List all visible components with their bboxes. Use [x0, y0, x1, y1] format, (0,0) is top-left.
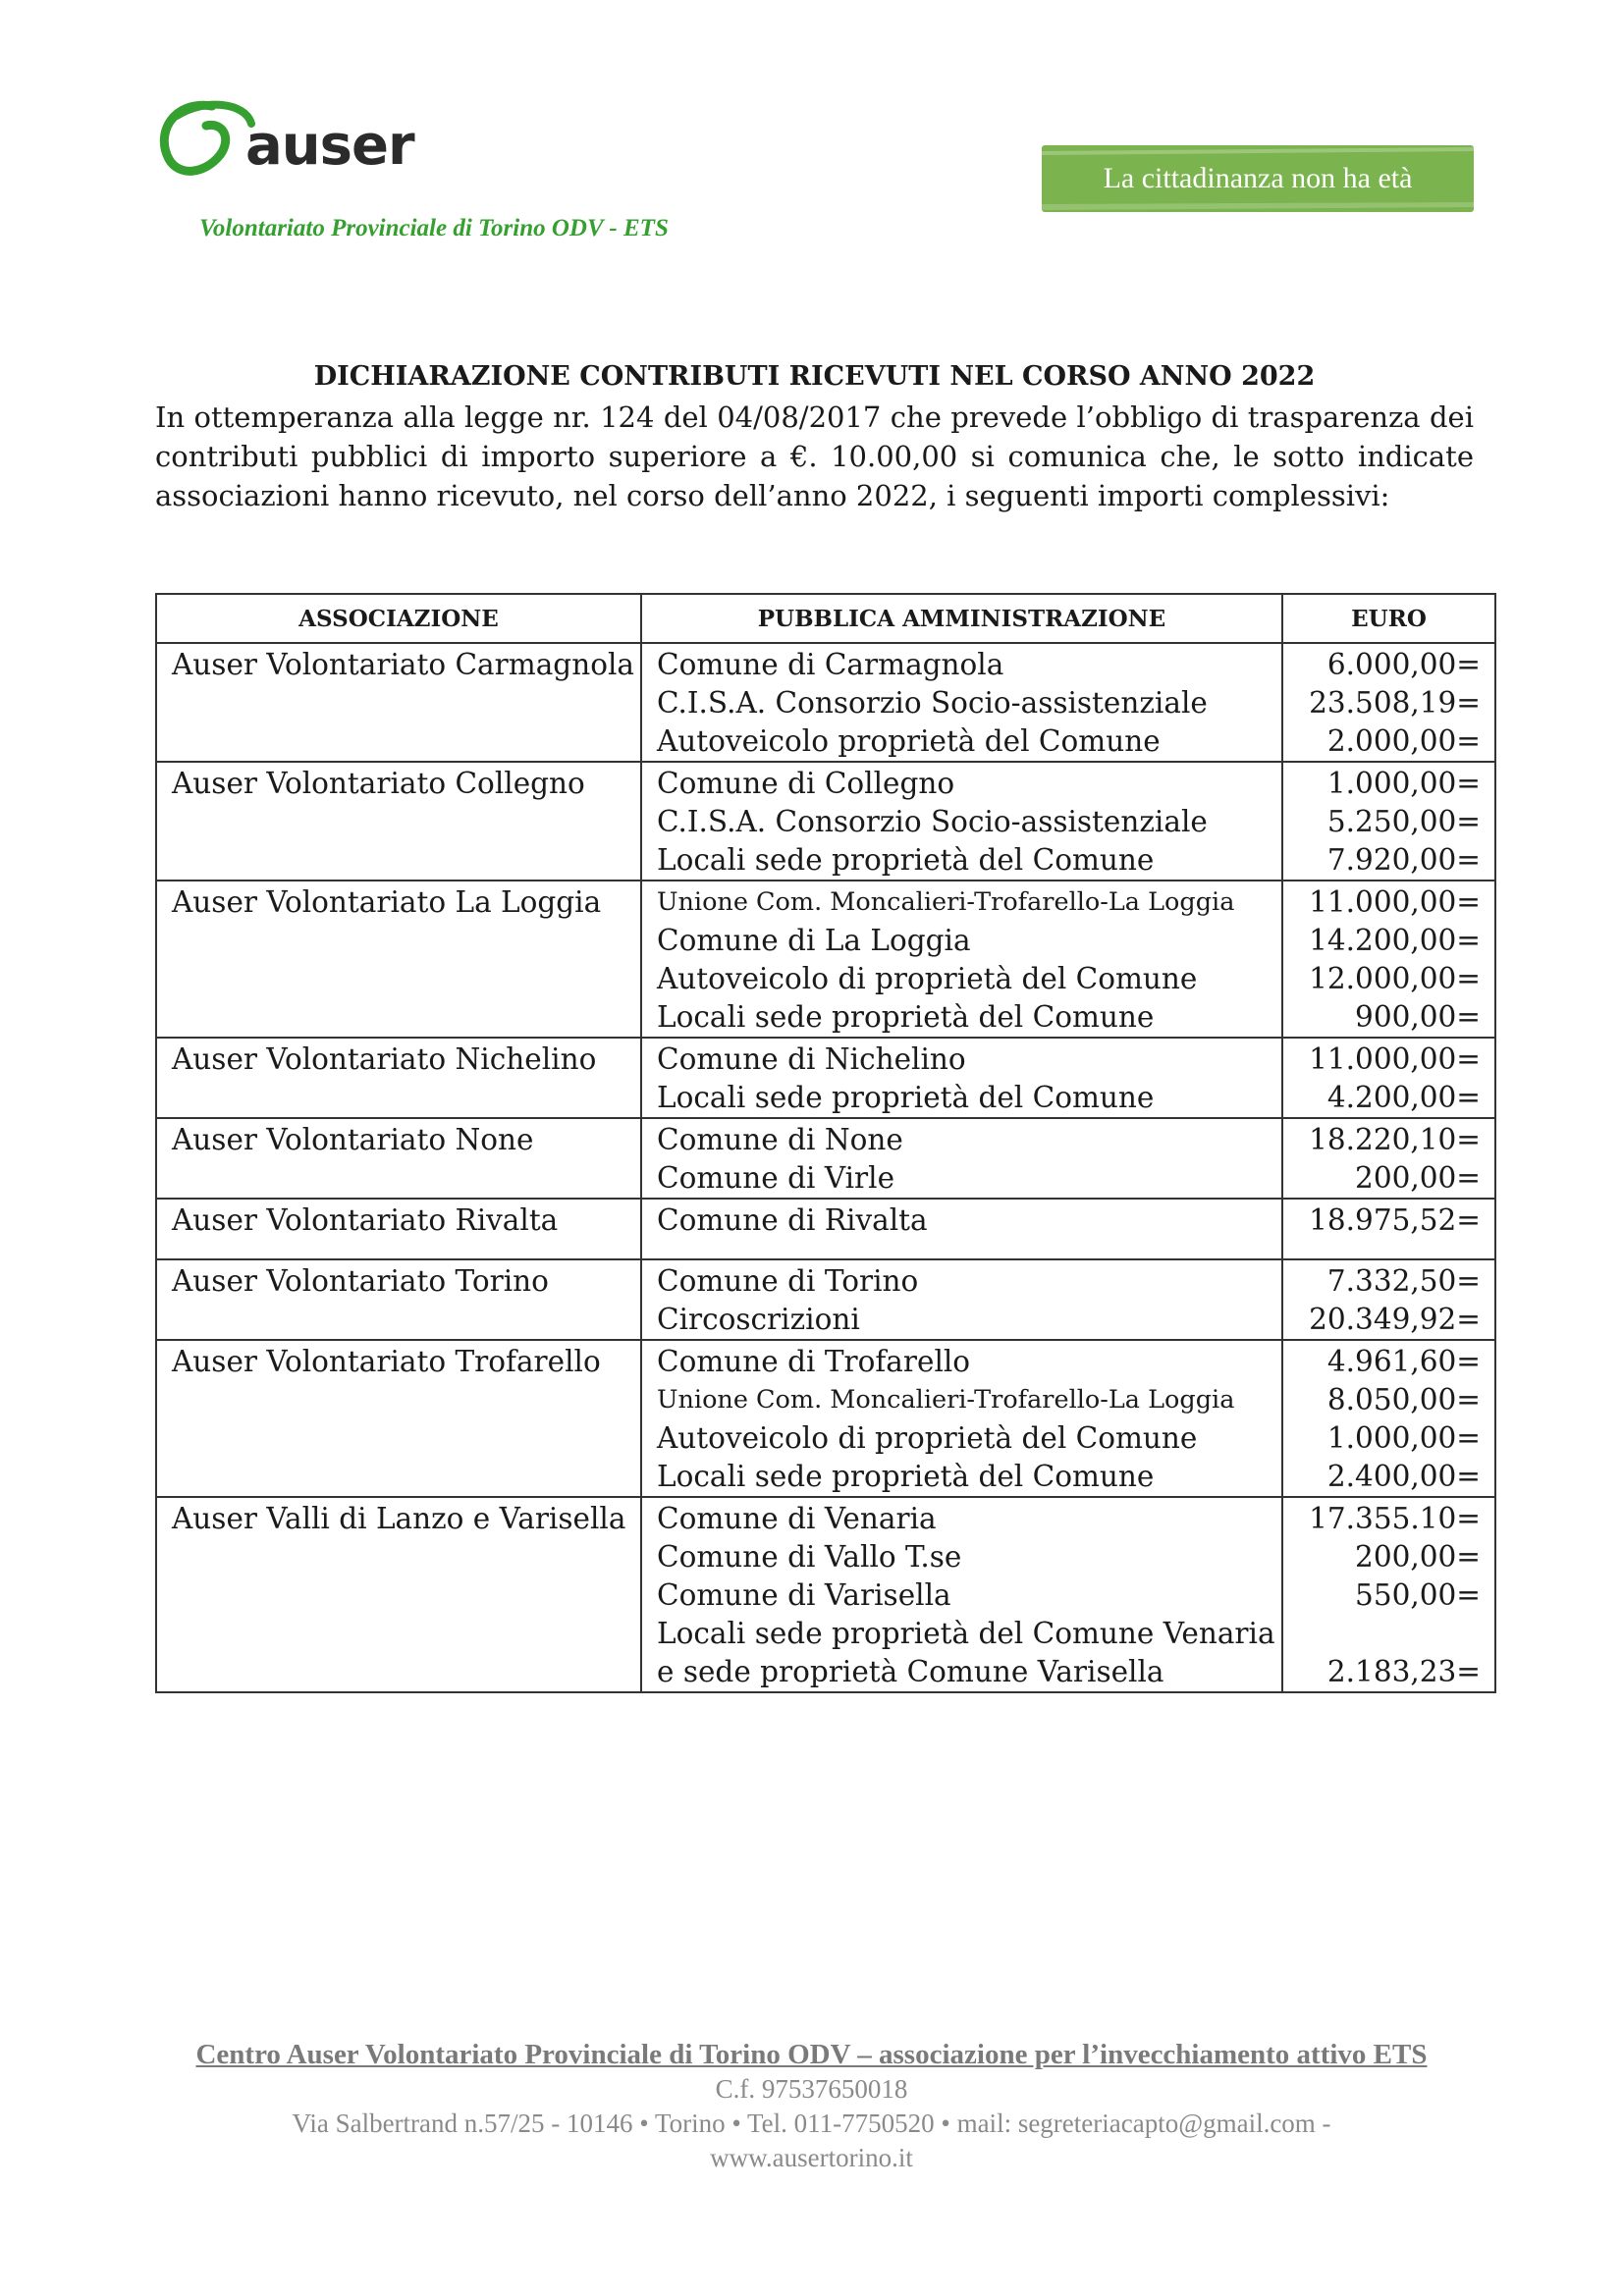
- auser-logo: [155, 94, 420, 187]
- intro-paragraph: In ottemperanza alla legge nr. 124 del 04/08/2017 che prevede l’obbligo di trasparenza dei contributi pubblici di importo superiore a €. 10.00,00 si comunica che, le sotto indicate associazioni hanno ricevuto, nel corso dell’anno 2022, i seguenti importi complessivi:: [155, 400, 1474, 512]
- euro-amount: 6.000,00=: [1326, 648, 1481, 681]
- euro-cell: [1282, 1340, 1495, 1497]
- associazione-cell: [156, 762, 641, 881]
- euro-amount: 20.349,92=: [1309, 1303, 1481, 1336]
- associazione-cell: [156, 1118, 641, 1199]
- euro-cell: [1282, 643, 1495, 762]
- pa-cell: [641, 1118, 1282, 1199]
- euro-amount: 550,00=: [1355, 1578, 1481, 1612]
- pa-item: Comune di Vallo T.se: [657, 1540, 962, 1574]
- header-euro: EURO: [1282, 594, 1495, 643]
- pa-cell: [641, 762, 1282, 881]
- pa-cell: [641, 1038, 1282, 1118]
- euro-cell: [1282, 1259, 1495, 1340]
- associazione-name: Auser Volontariato Torino: [172, 1264, 549, 1298]
- euro-cell: [1282, 881, 1495, 1038]
- pa-item: Comune di Varisella: [657, 1578, 951, 1612]
- pa-cell: [641, 881, 1282, 1038]
- euro-amount: 900,00=: [1355, 1000, 1481, 1034]
- euro-amount: 200,00=: [1355, 1161, 1481, 1195]
- table-row: [156, 1340, 1495, 1497]
- euro-cell: [1282, 1199, 1495, 1259]
- pa-item: Locali sede proprietà del Comune Venaria e sede proprietà Comune Varisella: [657, 1617, 1275, 1688]
- associazione-cell: [156, 881, 641, 1038]
- logo-wordmark: auser: [245, 114, 414, 178]
- associazione-name: Auser Valli di Lanzo e Varisella: [172, 1502, 626, 1535]
- euro-cell: [1282, 1118, 1495, 1199]
- pa-item: Locali sede proprietà del Comune: [657, 1460, 1155, 1493]
- euro-amount: 5.250,00=: [1326, 805, 1481, 838]
- pa-item: Comune di Torino: [657, 1264, 919, 1298]
- pa-item: C.I.S.A. Consorzio Socio-assistenziale: [657, 805, 1208, 838]
- footer-address: Via Salbertrand n.57/25 - 10146 • Torino • Tel. 011-7750520 • mail: segreteriacapto@gmail.com -: [292, 2109, 1331, 2138]
- table-row: [156, 1038, 1495, 1118]
- euro-amount: 2.000,00=: [1326, 724, 1481, 758]
- euro-amount: 17.355.10=: [1309, 1502, 1481, 1535]
- euro-amount: 200,00=: [1355, 1540, 1481, 1574]
- associazione-cell: [156, 1259, 641, 1340]
- pa-item: Comune di None: [657, 1123, 903, 1156]
- associazione-cell: [156, 1340, 641, 1497]
- associazione-cell: [156, 643, 641, 762]
- pa-cell: [641, 1340, 1282, 1497]
- pa-item: Autoveicolo proprietà del Comune: [657, 724, 1161, 758]
- contributions-table: [155, 593, 1496, 1693]
- euro-cell: [1282, 1497, 1495, 1692]
- euro-amount: 8.050,00=: [1326, 1383, 1481, 1416]
- euro-amount: 1.000,00=: [1326, 767, 1481, 800]
- associazione-cell: [156, 1199, 641, 1259]
- pa-item: Comune di Virle: [657, 1161, 895, 1195]
- pa-item: Locali sede proprietà del Comune: [657, 1081, 1155, 1114]
- pa-item: Locali sede proprietà del Comune: [657, 1000, 1155, 1034]
- pa-item: Unione Com. Moncalieri-Trofarello-La Loggia: [657, 1385, 1235, 1415]
- table-row: [156, 881, 1495, 1038]
- table-row: [156, 1497, 1495, 1692]
- pa-item: Locali sede proprietà del Comune: [657, 843, 1155, 877]
- pa-item: Comune di Trofarello: [657, 1345, 971, 1378]
- euro-cell: [1282, 1038, 1495, 1118]
- table-row: [156, 643, 1495, 762]
- associazione-name: Auser Volontariato La Loggia: [172, 885, 602, 919]
- associazione-cell: [156, 1038, 641, 1118]
- pa-item: Comune di Venaria: [657, 1502, 937, 1535]
- euro-amount: 7.332,50=: [1326, 1264, 1481, 1298]
- pa-item: Comune di Carmagnola: [657, 648, 1004, 681]
- table-row: [156, 1118, 1495, 1199]
- euro-amount: 1.000,00=: [1326, 1421, 1481, 1455]
- pa-item: Circoscrizioni: [657, 1303, 860, 1336]
- euro-amount-blank: [1283, 1615, 1481, 1653]
- pa-item: Autoveicolo di proprietà del Comune: [657, 1421, 1198, 1455]
- footer-tax-code: C.f. 97537650018: [715, 2074, 908, 2104]
- page-footer: [0, 2038, 1623, 2175]
- associazione-name: Auser Volontariato None: [172, 1123, 534, 1156]
- header-subtitle: Volontariato Provinciale di Torino ODV - ETS: [199, 215, 669, 241]
- document-title: DICHIARAZIONE CONTRIBUTI RICEVUTI NEL CORSO ANNO 2022: [313, 361, 1316, 392]
- pa-cell: [641, 1259, 1282, 1340]
- pa-item: Autoveicolo di proprietà del Comune: [657, 962, 1198, 995]
- associazione-name: Auser Volontariato Carmagnola: [172, 648, 634, 681]
- pa-item: Comune di La Loggia: [657, 924, 971, 957]
- associazione-name: Auser Volontariato Trofarello: [172, 1345, 601, 1378]
- euro-amount: 23.508,19=: [1309, 686, 1481, 720]
- footer-website: www.ausertorino.it: [710, 2143, 913, 2172]
- table-header-row: [156, 594, 1495, 643]
- slogan-band: [1042, 145, 1474, 212]
- table-row: [156, 762, 1495, 881]
- associazione-name: Auser Volontariato Nichelino: [172, 1042, 597, 1076]
- pa-item: Comune di Rivalta: [657, 1203, 928, 1237]
- euro-amount: 12.000,00=: [1309, 962, 1481, 995]
- euro-amount: 18.220,10=: [1309, 1123, 1481, 1156]
- pa-item: Comune di Nichelino: [657, 1042, 966, 1076]
- header-pubblica-amministrazione: PUBBLICA AMMINISTRAZIONE: [641, 594, 1282, 643]
- associazione-cell: [156, 1497, 641, 1692]
- euro-amount: 4.961,60=: [1326, 1345, 1481, 1378]
- euro-amount: 4.200,00=: [1326, 1081, 1481, 1114]
- pa-cell: [641, 1497, 1282, 1692]
- associazione-name: Auser Volontariato Rivalta: [172, 1203, 559, 1237]
- euro-amount: 2.183,23=: [1326, 1655, 1481, 1688]
- pa-item: Unione Com. Moncalieri-Trofarello-La Loggia: [657, 887, 1235, 917]
- euro-cell: [1282, 762, 1495, 881]
- header-associazione: ASSOCIAZIONE: [156, 594, 641, 643]
- footer-organization: Centro Auser Volontariato Provinciale di Torino ODV – associazione per l’invecchiamento attivo ETS: [195, 2039, 1428, 2070]
- pa-item: C.I.S.A. Consorzio Socio-assistenziale: [657, 686, 1208, 720]
- pa-item: Comune di Collegno: [657, 767, 955, 800]
- table-row: [156, 1259, 1495, 1340]
- euro-amount: 14.200,00=: [1309, 924, 1481, 957]
- euro-amount: 11.000,00=: [1309, 1042, 1481, 1076]
- pa-cell: [641, 1199, 1282, 1259]
- euro-amount: 2.400,00=: [1326, 1460, 1481, 1493]
- euro-amount: 7.920,00=: [1326, 843, 1481, 877]
- euro-amount: 18.975,52=: [1309, 1203, 1481, 1237]
- slogan-text: La cittadinanza non ha età: [1103, 162, 1413, 194]
- euro-amount: 11.000,00=: [1309, 885, 1481, 919]
- table-row: [156, 1199, 1495, 1259]
- pa-cell: [641, 643, 1282, 762]
- associazione-name: Auser Volontariato Collegno: [172, 767, 585, 800]
